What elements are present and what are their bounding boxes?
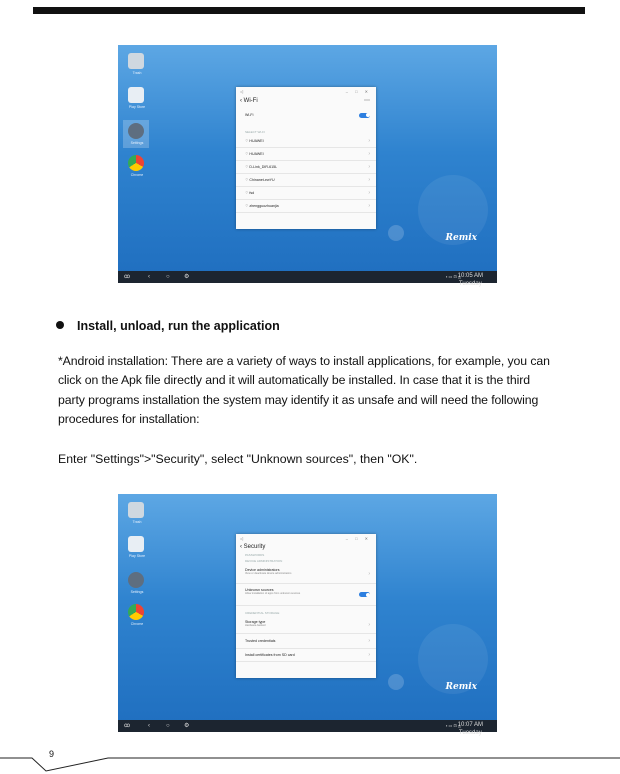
home-icon[interactable]: ○ [166,274,170,280]
chrome-icon[interactable] [128,604,144,620]
network-item[interactable]: ⌔ fsd › [236,187,376,200]
remix-logo: Remix [445,233,477,243]
trash-label: Trash [132,520,142,524]
screenshot-wifi [118,45,497,287]
clock[interactable]: 10:05 AM Tuesday [457,273,483,287]
wifi-window: ◁ – □ ✕ ‹ Wi-Fi ⋯ Wi-Fi SELECT WI-FI ⌔ HUAWEI › ⌔ HUAWEI › ⌔ D-Link_DIR-615L › ⌔ Chinanet-ewYU › ⌔ fsd › ⌔ zhengguozhuanjia › [236,87,376,229]
play-store-icon[interactable] [128,536,144,552]
top-rule [33,7,585,14]
install-certificates-row[interactable]: Install certificates from SD card › [236,649,376,662]
window-title: Security [243,544,266,550]
section-heading: Install, unload, run the application [56,319,280,333]
page-number: 9 [49,749,55,759]
window-title: Wi-Fi [243,98,258,104]
chrome-label: Chrome [130,622,144,626]
section-label: CREDENTIAL STORAGE [245,611,280,615]
trash-icon[interactable] [128,53,144,69]
back-chevron-icon[interactable]: ‹ [240,98,244,104]
taskbar [118,720,497,736]
storage-type-row[interactable]: Storage type Hardware-backed › [236,616,376,634]
trash-icon[interactable] [128,502,144,518]
trash-label: Trash [132,71,142,75]
network-item[interactable]: ⌔ D-Link_DIR-615L › [236,161,376,174]
play-store-label: Play Store [128,554,146,558]
clock[interactable]: 10:07 AM Tuesday [457,722,483,736]
trusted-credentials-row[interactable]: Trusted credentials › [236,634,376,649]
wifi-toggle[interactable] [359,113,370,118]
home-icon[interactable]: ○ [166,723,170,729]
instruction-text: Enter "Settings">"Security", select "Unknown sources", then "OK". [58,452,418,466]
bullet-icon [56,321,64,329]
network-item[interactable]: ⌔ Chinanet-ewYU › [236,174,376,187]
unknown-sources-toggle[interactable] [359,592,370,597]
settings-icon[interactable]: ⚙ [184,274,190,280]
settings-label: Settings [130,590,144,594]
settings-label: Settings [130,141,144,145]
network-item[interactable]: ⌔ zhengguozhuanjia › [236,200,376,213]
section-label: SELECT WI-FI [245,130,265,134]
back-icon[interactable]: ‹ [148,723,150,729]
settings-icon[interactable]: ⚙ [184,723,190,729]
settings-gear-icon[interactable] [128,123,144,139]
tray-icons[interactable]: ▪ ▭ ⊡ ◬ [446,723,461,728]
section-label: PASSWORDS [245,553,265,557]
security-window: ◁ – □ ✕ ‹ Security PASSWORDS DEVICE ADMINISTRATION Device administrators View or deactivate device administrators › Unknown sources Allow installation of apps from unknown sources CREDENTIAL STORAGE Storage type Hardware-backed › Trusted credentials › Install certificates from SD card › [236,534,376,678]
remix-logo: Remix [445,682,477,692]
network-item[interactable]: ⌔ HUAWEI › [236,135,376,148]
footer-rule [0,756,620,774]
chrome-icon[interactable] [128,155,144,171]
taskbar [118,271,497,287]
tray-icons[interactable]: ▪ ▭ ⊡ ◬ [446,274,461,279]
play-store-label: Play Store [128,105,146,109]
play-store-icon[interactable] [128,87,144,103]
device-admins-row[interactable]: Device administrators View or deactivate device administrators › [236,564,376,584]
start-icon[interactable]: ꝏ [124,274,131,280]
back-chevron-icon[interactable]: ‹ [240,544,244,550]
chrome-label: Chrome [130,173,144,177]
more-icon[interactable]: ⋯ [364,98,370,104]
back-icon[interactable]: ‹ [148,274,150,280]
wifi-toggle-row[interactable]: Wi-Fi [236,107,376,123]
install-paragraph: *Android installation: There are a variety of ways to install applications, for example, you can click on the Apk file directly and it will automatically be installed. In case that it is the third party programs installation the system may identify it as unsafe and will need the following procedures for installation: [58,354,550,426]
settings-gear-icon[interactable] [128,572,144,588]
screenshot-security [118,494,497,736]
unknown-sources-row[interactable]: Unknown sources Allow installation of apps from unknown sources [236,584,376,606]
network-item[interactable]: ⌔ HUAWEI › [236,148,376,161]
start-icon[interactable]: ꝏ [124,723,131,729]
section-label: DEVICE ADMINISTRATION [245,559,283,563]
